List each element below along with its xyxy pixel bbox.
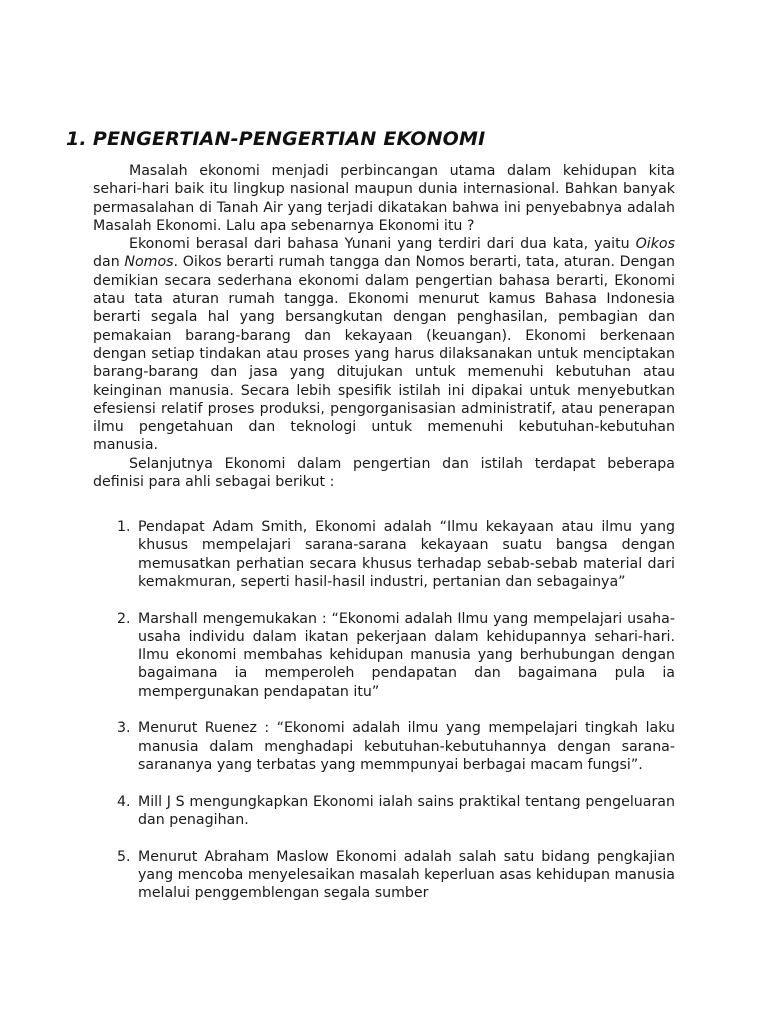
list-item-text: Marshall mengemukakan : “Ekonomi adalah Ilmu yang mempelajari usaha-usaha individu dalam ikatan pekerjaan dalam kehidupannya sehari-hari. Ilmu ekonomi membahas kehidupan manusia yang berhubungan dengan bagaimana ia memperoleh pendapatan dan bagaimana pula ia mempergunakan pendapatan itu” bbox=[138, 610, 675, 700]
list-item-text: Menurut Abraham Maslow Ekonomi adalah salah satu bidang pengkajian yang mencoba menyelesaikan masalah keperluan asas kehidupan manusia melalui penggemblengan segala sumber bbox=[138, 848, 676, 902]
paragraph-etymology bbox=[93, 235, 675, 455]
definitions-list bbox=[93, 518, 675, 921]
list-marker: 5. bbox=[117, 848, 131, 865]
body-text bbox=[93, 162, 675, 491]
list-marker: 1. bbox=[117, 519, 131, 535]
list-item bbox=[93, 793, 675, 830]
section-number: 1. bbox=[66, 128, 87, 150]
list-item bbox=[93, 610, 675, 701]
list-item-text: Pendapat Adam Smith, Ekonomi adalah “Ilmu kekayaan atau ilmu yang khusus mempelajari sarana-sarana kekayaan suatu bangsa dengan memusatkan perhatian secara khusus terhadap sebab-sebab material dari kemakmuran, seperti hasil-hasil industri, pertanian dan sebagainya” bbox=[138, 519, 675, 590]
list-item-text: Menurut Ruenez : “Ekonomi adalah ilmu yang mempelajari tingkah laku manusia dalam menghadapi kebutuhan-kebutuhannya dengan sarana-saranan​ya yang terbatas yang memmpunyai berbagai macam fungsi”. bbox=[138, 720, 675, 774]
paragraph-definitions-intro: Selanjutnya Ekonomi dalam pengertian dan istilah terdapat beberapa definisi para ahli sebagai berikut : bbox=[93, 455, 675, 491]
list-marker: 3. bbox=[117, 720, 131, 737]
etymology-body: . Oikos berarti rumah tangga dan Nomos berarti, tata, aturan. Dengan demikian secara sederhana ekonomi dalam pengertian bahasa berarti, Ekonomi atau tata aturan rumah tangga. Ekonomi menurut kamus Bahasa Indonesia berarti segala hal yang bersangkutan dengan penghasilan, pembagian dan pemakaian barang-barang dan kekayaan (keuangan). Ekonomi berkenaan dengan setiap tindakan atau proses yang harus dilaksanakan untuk menciptakan barang-barang dan jasa yang ditujukan untuk memenuhi kebutuhan atau keinginan manusia. Secara lebih spesifik istilah ini dipakai untuk menyebutkan efesiensi relatif proses produksi, pengorganisasian administratif, atau penerapan ilmu pengetahuan dan teknologi untuk memenuhi kebutuhan-kebutuhan manusia. bbox=[93, 254, 676, 454]
list-item bbox=[93, 848, 675, 903]
term-nomos: Nomos bbox=[124, 254, 174, 271]
section-title: PENGERTIAN-PENGERTIAN EKONOMI bbox=[92, 128, 486, 150]
list-item-text: Mill J S mengungkapkan Ekonomi ialah sains praktikal tentang pengeluaran dan penagihan. bbox=[138, 793, 675, 829]
etymology-lead: Ekonomi berasal dari bahasa Yunani yang terdiri dari dua kata, yaitu bbox=[129, 236, 636, 253]
list-item bbox=[93, 719, 675, 774]
list-marker: 2. bbox=[117, 610, 131, 627]
list-marker: 4. bbox=[117, 793, 131, 810]
term-oikos: Oikos bbox=[635, 236, 675, 253]
section-heading bbox=[66, 128, 485, 150]
paragraph-intro: Masalah ekonomi menjadi perbincangan utama dalam kehidupan kita sehari-hari baik itu lingkup nasional maupun dunia internasional. Bahkan banyak permasalahan di Tanah Air yang terjadi dikatakan bahwa ini penyebabnya adalah Masalah Ekonomi. Lalu apa sebenarnya Ekonomi itu ? bbox=[93, 163, 675, 234]
list-item bbox=[93, 518, 675, 591]
etymology-conjunction: dan bbox=[93, 254, 125, 271]
